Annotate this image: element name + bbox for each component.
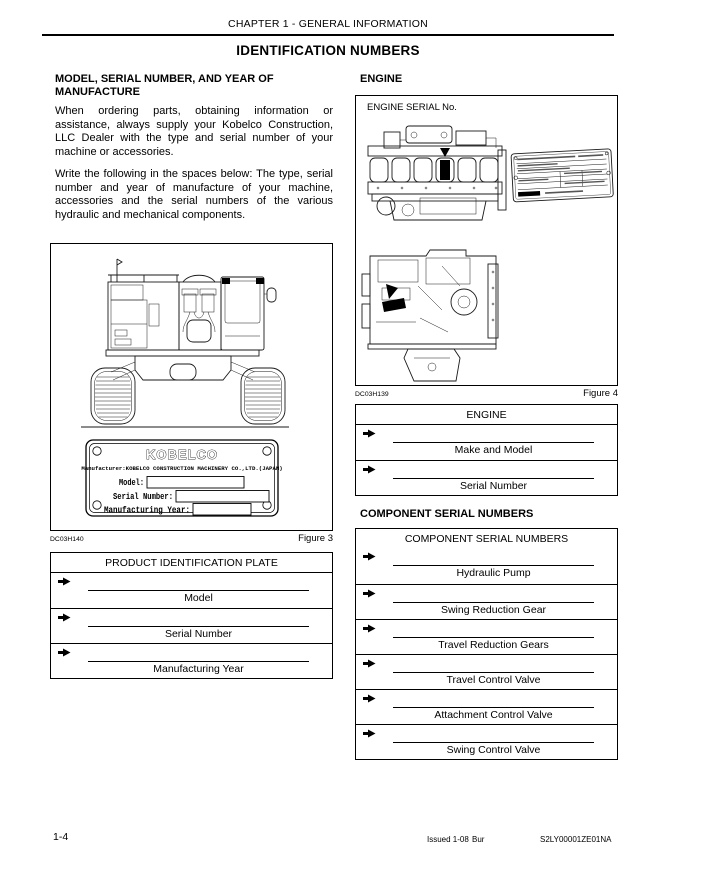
row-label: Attachment Control Valve [434, 709, 553, 721]
table-row [51, 643, 332, 678]
plate-field-year: Manufacturing Year: [104, 504, 190, 516]
fill-in-line [393, 742, 594, 743]
footer-doc-code: S2LY00001ZE01NA [540, 835, 612, 844]
engine-side-view-drawing [368, 126, 506, 220]
table-header: COMPONENT SERIAL NUMBERS [404, 533, 569, 545]
table-row-with-header [356, 529, 617, 584]
component-serial-table [355, 528, 618, 760]
header-rule [42, 34, 614, 36]
page-title: IDENTIFICATION NUMBERS [236, 43, 420, 58]
fill-in-line [393, 707, 594, 708]
footer-issued: Issued 1-08 [427, 835, 469, 844]
right-column [355, 73, 618, 760]
arrow-icon [58, 648, 71, 657]
section-heading-model: MODEL, SERIAL NUMBER, AND YEAR OF MANUFACTURE [55, 73, 274, 98]
figure-3-code: DC03H140 [50, 536, 84, 543]
figure-4-box [355, 95, 618, 386]
engine-figure-drawing [356, 96, 616, 384]
fill-in-line [393, 565, 594, 566]
plate-field-serial: Serial Number: [113, 491, 173, 502]
figure-4-code: DC03H139 [355, 391, 389, 398]
arrow-icon [58, 613, 71, 622]
footer-region: Bur [472, 835, 485, 844]
arrow-icon [363, 694, 376, 703]
row-label: Travel Control Valve [446, 674, 541, 686]
fill-in-line [88, 626, 309, 627]
arrow-icon [363, 624, 376, 633]
arrow-icon [363, 659, 376, 668]
fill-in-line [393, 637, 594, 638]
row-label: Swing Control Valve [446, 744, 541, 756]
engine-perspective-drawing [362, 250, 498, 381]
chapter-header: CHAPTER 1 - GENERAL INFORMATION [228, 18, 428, 30]
id-plate-graphic [81, 440, 282, 516]
left-column [50, 73, 333, 679]
figure-3-label: Figure 3 [298, 533, 333, 544]
paragraph-2: Write the following in the spaces below: The type, serial number and year of manufacture of your machine, accessories and the serial numbers of the various hydraulic and mechanical components. [55, 168, 333, 221]
paragraph-1: When ordering parts, obtaining information or assistance, always supply your Kobelco Construction, LLC Dealer with the type and serial number of your machine or accessories. [55, 105, 333, 158]
arrow-icon [363, 465, 376, 474]
figure-4-caption [355, 388, 618, 399]
fill-in-line [393, 672, 594, 673]
row-label: Serial Number [459, 480, 528, 492]
engine-serial-no-label: ENGINE SERIAL No. [367, 102, 457, 113]
arrow-icon [363, 589, 376, 598]
excavator-rear-view-drawing [51, 244, 331, 529]
fill-in-line [88, 590, 309, 591]
arrow-icon [363, 729, 376, 738]
table-row [356, 654, 617, 689]
plate-year-box [193, 504, 251, 516]
page-number: 1-4 [53, 831, 69, 843]
arrow-icon [58, 577, 71, 586]
section-heading-engine: ENGINE [360, 73, 403, 85]
arrow-icon [363, 429, 376, 438]
fill-in-line [393, 602, 594, 603]
plate-manufacturer-line: Manufacturer:KOBELCO CONSTRUCTION MACHINERY CO.,LTD.(JAPAN) [81, 465, 283, 472]
row-label: Make and Model [454, 444, 533, 456]
table-row [356, 584, 617, 619]
table-header: PRODUCT IDENTIFICATION PLATE [51, 553, 332, 573]
table-header: ENGINE [356, 405, 617, 425]
table-row [356, 460, 617, 495]
figure-3-caption [50, 533, 333, 544]
fill-in-line [393, 478, 594, 479]
table-row [356, 619, 617, 654]
engine-serial-plate-graphic [511, 149, 613, 202]
table-row [356, 689, 617, 724]
plate-serial-box [176, 491, 269, 503]
row-label: Serial Number [164, 628, 233, 640]
table-row [356, 425, 617, 460]
row-label: Model [184, 592, 213, 604]
plate-model-box [147, 477, 244, 489]
arrow-icon [363, 552, 376, 561]
fill-in-line [393, 442, 594, 443]
table-row [356, 724, 617, 759]
plate-field-model: Model: [119, 477, 144, 488]
row-label: Hydraulic Pump [456, 567, 531, 579]
row-label: Swing Reduction Gear [440, 604, 547, 616]
figure-4-label: Figure 4 [583, 388, 618, 399]
figure-3-box [50, 243, 333, 531]
row-label: Manufacturing Year [153, 663, 244, 675]
table-row [51, 573, 332, 608]
fill-in-line [88, 661, 309, 662]
kobelco-logo: KOBELCO [146, 447, 218, 462]
engine-table [355, 404, 618, 496]
table-row [51, 608, 332, 643]
serial-location-arrow-bottom [386, 284, 398, 299]
row-label: Travel Reduction Gears [438, 639, 549, 651]
product-identification-table [50, 552, 333, 679]
section-heading-components: COMPONENT SERIAL NUMBERS [360, 508, 534, 520]
